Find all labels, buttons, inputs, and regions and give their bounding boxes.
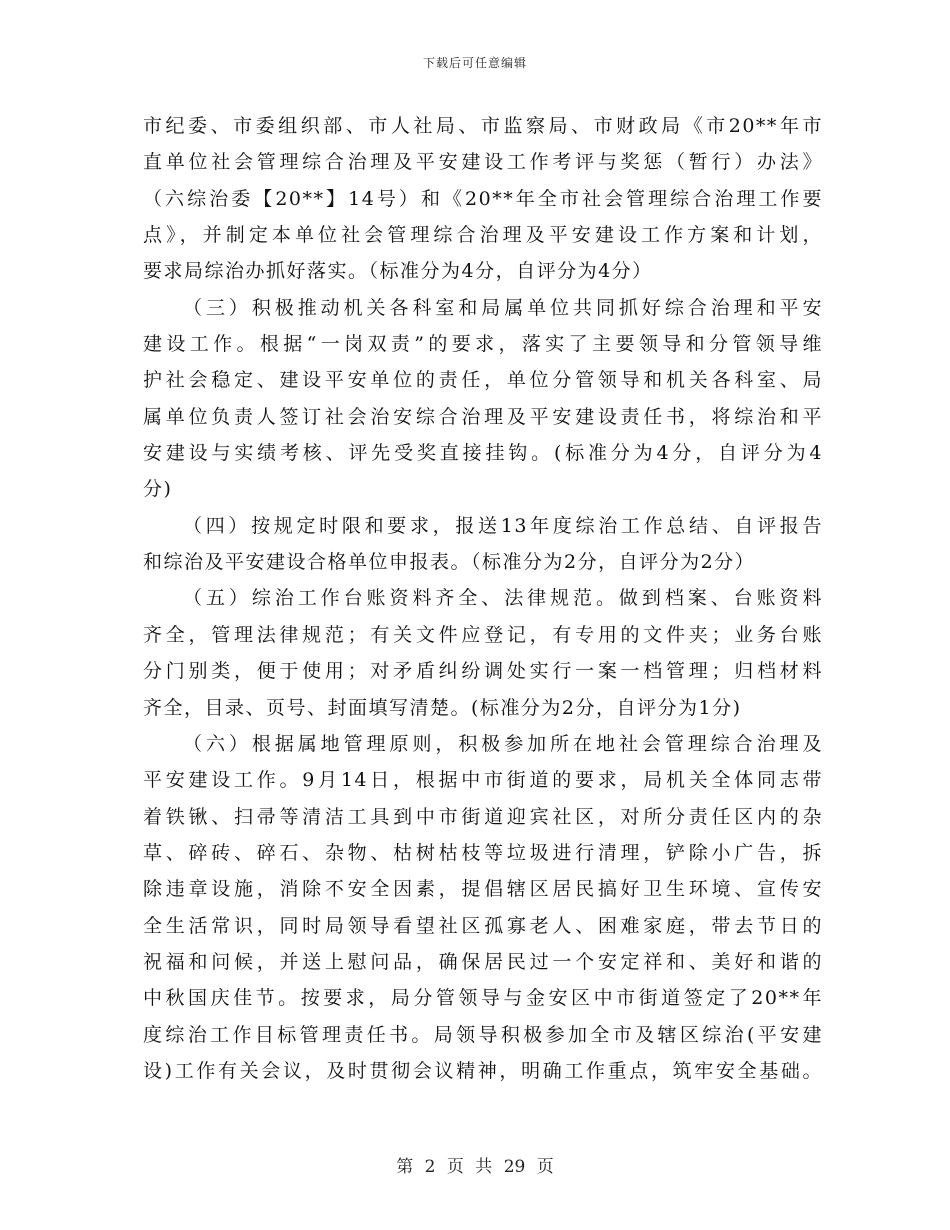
document-body — [143, 108, 823, 1089]
page-header: 下载后可任意编辑 — [422, 56, 527, 70]
text-line: 安建设与实绩考核、评先受奖直接挂钩。(标准分为4分，自评分为4 — [143, 442, 823, 465]
text-line: 属单位负责人签订社会治安综合治理及平安建设责任书，将综治和平 — [143, 405, 823, 428]
text-line: （六综治委【20**】14号）和《20**年全市社会管理综合治理工作要 — [143, 187, 823, 210]
text-line: （四）按规定时限和要求，报送13年度综治工作总结、自评报告 — [183, 514, 823, 537]
text-line: 和综治及平安建设合格单位申报表。（标准分为2分，自评分为2分） — [143, 551, 756, 574]
text-line: 市纪委、市委组织部、市人社局、市监察局、市财政局《市20**年市 — [143, 115, 823, 137]
text-line: 平安建设工作。9月14日，根据中市街道的要求，局机关全体同志带 — [143, 769, 823, 792]
text-line: 着铁锹、扫帚等清洁工具到中市街道迎宾社区，对所分责任区内的杂 — [143, 805, 823, 828]
text-line: 祝福和问候，并送上慰问品，确保居民过一个安定祥和、美好和谐的 — [143, 950, 823, 973]
page-number: 第 2 页 共 29 页 — [396, 1157, 554, 1177]
text-line: 齐全，目录、页号、封面填写清楚。(标准分为2分，自评分为1分) — [143, 696, 742, 719]
text-line: 全生活常识，同时局领导看望社区孤寡老人、困难家庭，带去节日的 — [143, 914, 823, 937]
text-line: 草、碎砖、碎石、杂物、枯树枯枝等垃圾进行清理，铲除小广告，拆 — [143, 841, 823, 864]
text-line: 除违章设施，消除不安全因素，提倡辖区居民搞好卫生环境、宣传安 — [143, 878, 823, 901]
text-line: 直单位社会管理综合治理及平安建设工作考评与奖惩（暂行）办法》 — [143, 151, 823, 174]
text-line: 分门别类，便于使用；对矛盾纠纷调处实行一案一档管理；归档材料 — [143, 660, 823, 683]
text-line: 点》，并制定本单位社会管理综合治理及平安建设工作方案和计划， — [143, 224, 823, 247]
text-line: 齐全，管理法律规范；有关文件应登记，有专用的文件夹；业务台账 — [143, 623, 823, 646]
text-line: 要求局综治办抓好落实。（标准分为4分，自评分为4分） — [143, 260, 653, 283]
text-line: 度综治工作目标管理责任书。局领导积极参加全市及辖区综治(平安建 — [143, 1023, 823, 1046]
text-line: 建设工作。根据“一岗双责”的要求，落实了主要领导和分管领导维 — [143, 333, 823, 356]
text-line: 分) — [143, 478, 173, 501]
text-line: （六）根据属地管理原则，积极参加所在地社会管理综合治理及 — [183, 732, 823, 755]
text-line: 中秋国庆佳节。按要求，局分管领导与金安区中市街道签定了20**年 — [143, 987, 823, 1010]
text-line: 护社会稳定、建设平安单位的责任，单位分管领导和机关各科室、局 — [143, 369, 823, 392]
text-line: （五）综治工作台账资料齐全、法律规范。做到档案、台账资料 — [183, 587, 823, 610]
text-line: （三）积极推动机关各科室和局属单位共同抓好综合治理和平安 — [183, 296, 823, 319]
text-line: 设)工作有关会议，及时贯彻会议精神，明确工作重点，筑牢安全基础。 — [143, 1059, 823, 1082]
